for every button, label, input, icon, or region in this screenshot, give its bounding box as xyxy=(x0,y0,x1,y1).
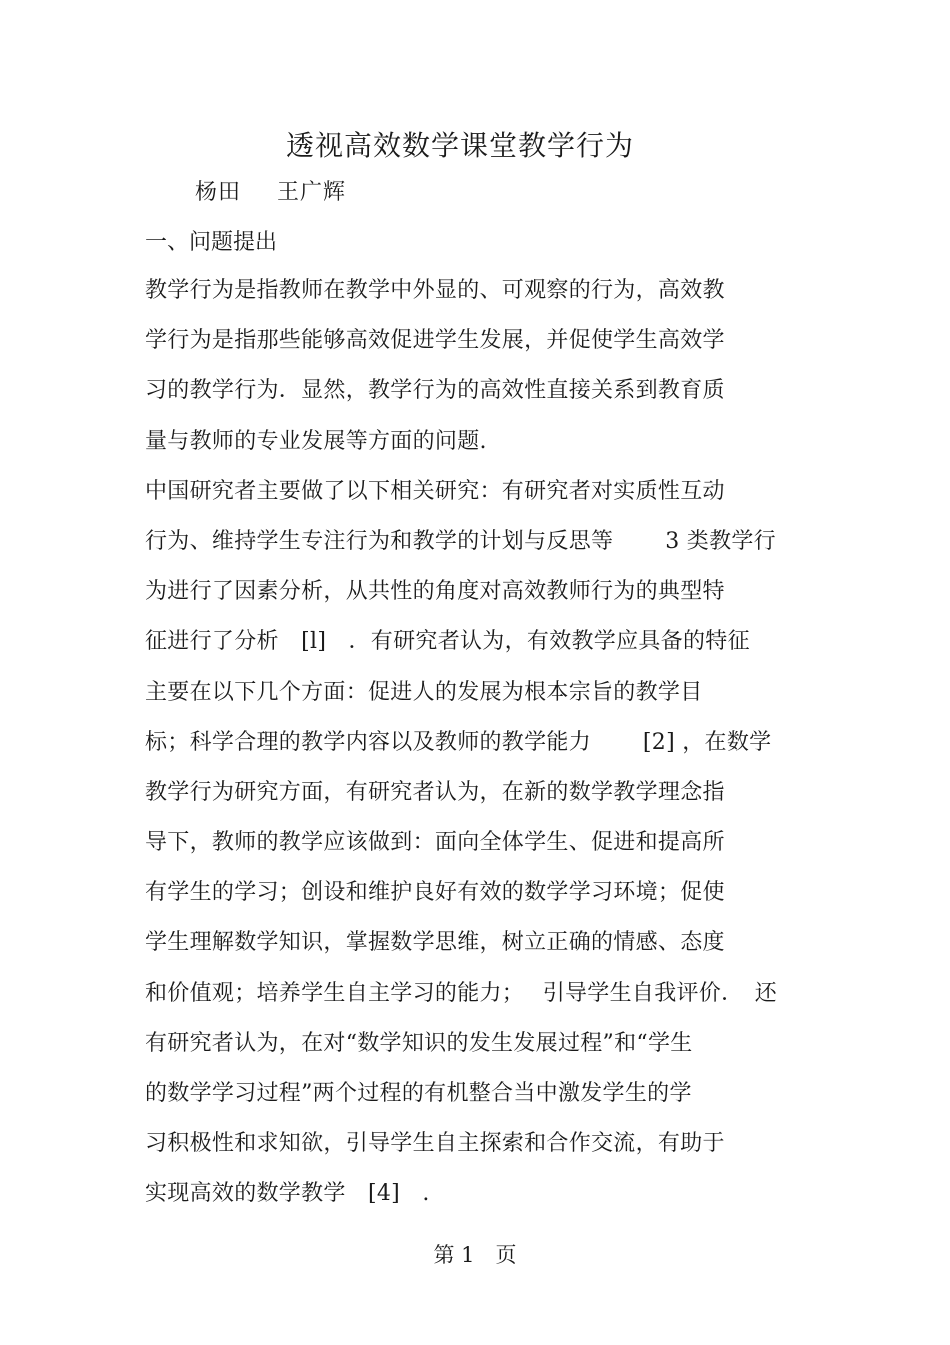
text-line: 有学生的学习；创设和维护良好有效的数学学习环境；促使 xyxy=(145,880,725,906)
text-line: 主要在以下几个方面：促进人的发展为根本宗旨的教学目 xyxy=(145,679,703,705)
text-line: 有研究者认为，在对“数学知识的发生发展过程”和“学生 xyxy=(145,1030,693,1056)
text-line: 和价值观；培养学生自主学习的能力； 引导学生自我评价． 还 xyxy=(145,980,777,1006)
author-name: 王广辉 xyxy=(277,180,347,205)
text-line: 征进行了分析 [l] ．有研究者认为，有效教学应具备的特征 xyxy=(145,629,750,655)
author-line xyxy=(195,178,346,208)
text-line: 量与教师的专业发展等方面的问题. xyxy=(145,428,487,454)
text-line: 习积极性和求知欲，引导学生自主探索和合作交流，有助于 xyxy=(145,1131,725,1157)
section-heading: 一、问题提出 xyxy=(145,230,278,255)
text-line: 实现高效的数学教学 [4] . xyxy=(145,1181,430,1207)
text-line: 导下，教师的教学应该做到：面向全体学生、促进和提高所 xyxy=(145,830,725,856)
text-line: 教学行为研究方面，有研究者认为，在新的数学教学理念指 xyxy=(145,779,725,805)
body-text xyxy=(145,276,825,1230)
text-line: 行为、维持学生专注行为和教学的计划与反思等 3 类教学行 xyxy=(145,528,776,554)
text-line: 教学行为是指教师在教学中外显的、可观察的行为，高效教 xyxy=(145,278,725,303)
text-line: 学生理解数学知识，掌握数学思维，树立正确的情感、态度 xyxy=(145,930,725,956)
text-line: 中国研究者主要做了以下相关研究：有研究者对实质性互动 xyxy=(145,478,725,504)
text-line: 习的教学行为．显然，教学行为的高效性直接关系到教育质 xyxy=(145,378,725,404)
author-name: 杨田 xyxy=(195,180,242,205)
text-line: 的数学学习过程”两个过程的有机整合当中激发学生的学 xyxy=(145,1081,692,1106)
page-number: 第 1 页 xyxy=(433,1243,517,1267)
text-line: 为进行了因素分析，从共性的角度对高效教师行为的典型特 xyxy=(145,579,725,605)
text-line: 标；科学合理的教学内容以及教师的教学能力 [2] ，在数学 xyxy=(145,729,772,755)
text-line: 学行为是指那些能够高效促进学生发展，并促使学生高效学 xyxy=(145,328,725,354)
document-title: 透视高效数学课堂教学行为 xyxy=(285,129,634,162)
